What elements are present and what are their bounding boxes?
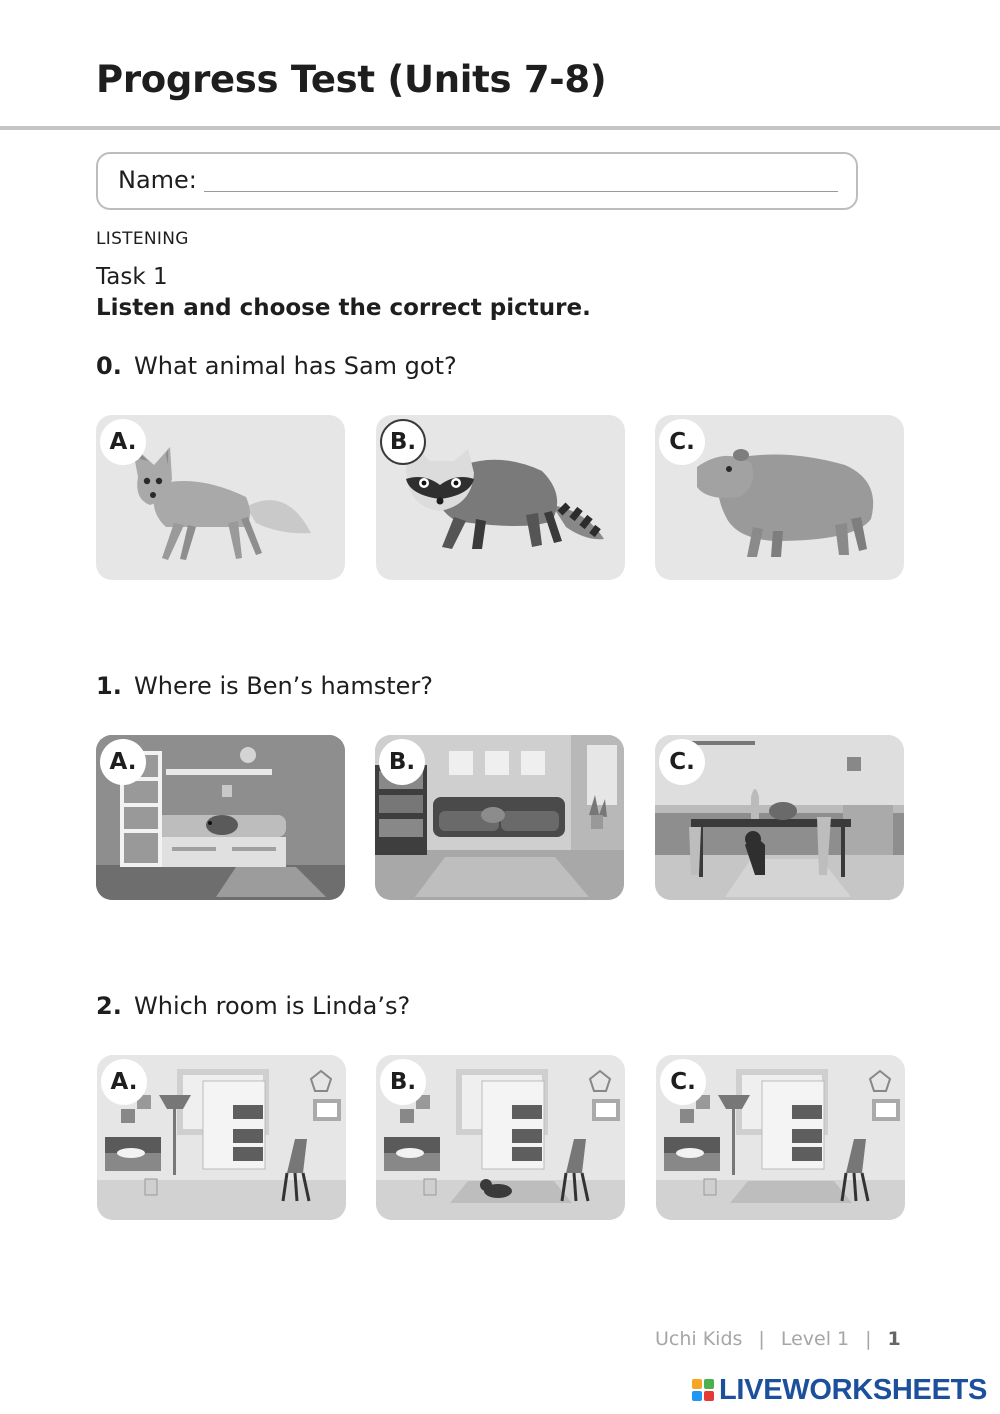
option-label: A.	[101, 1059, 147, 1105]
question-number: 2.	[96, 992, 122, 1020]
option-label: C.	[660, 1059, 706, 1105]
footer-separator: |	[865, 1328, 872, 1350]
page-footer	[655, 1328, 901, 1350]
section-heading: LISTENING	[96, 229, 189, 249]
option-0a[interactable]	[96, 415, 345, 580]
option-0b[interactable]	[376, 415, 625, 580]
question-0	[96, 352, 457, 380]
option-label: C.	[659, 419, 705, 465]
option-2c[interactable]	[656, 1055, 905, 1220]
option-label: B.	[380, 1059, 426, 1105]
liveworksheets-watermark[interactable]	[692, 1373, 987, 1407]
option-0c[interactable]	[655, 415, 904, 580]
option-1a[interactable]	[96, 735, 345, 900]
option-label: A.	[100, 419, 146, 465]
question-text: Where is Ben’s hamster?	[134, 672, 434, 700]
question-text: Which room is Linda’s?	[134, 992, 411, 1020]
option-2b[interactable]	[376, 1055, 625, 1220]
footer-level: Level 1	[780, 1328, 850, 1350]
page-number: 1	[887, 1328, 901, 1350]
question-2	[96, 992, 410, 1020]
option-2a[interactable]	[97, 1055, 346, 1220]
liveworksheets-logo-icon	[692, 1379, 714, 1401]
task-label: Task 1	[96, 264, 168, 290]
question-text: What animal has Sam got?	[134, 352, 457, 380]
name-input-line[interactable]	[204, 191, 838, 192]
footer-separator: |	[758, 1328, 765, 1350]
footer-brand: Uchi Kids	[655, 1328, 743, 1350]
liveworksheets-text: LIVEWORKSHEETS	[719, 1373, 988, 1406]
option-label: B.	[380, 419, 426, 465]
page-title: Progress Test (Units 7-8)	[96, 58, 607, 101]
question-number: 1.	[96, 672, 122, 700]
option-label: A.	[100, 739, 146, 785]
question-1	[96, 672, 433, 700]
task-instruction: Listen and choose the correct picture.	[96, 295, 591, 321]
name-field[interactable]	[96, 152, 858, 210]
name-label: Name:	[118, 166, 197, 194]
option-label: B.	[379, 739, 425, 785]
option-label: C.	[659, 739, 705, 785]
question-number: 0.	[96, 352, 122, 380]
option-1c[interactable]	[655, 735, 904, 900]
option-1b[interactable]	[375, 735, 624, 900]
header-divider	[0, 126, 1000, 130]
